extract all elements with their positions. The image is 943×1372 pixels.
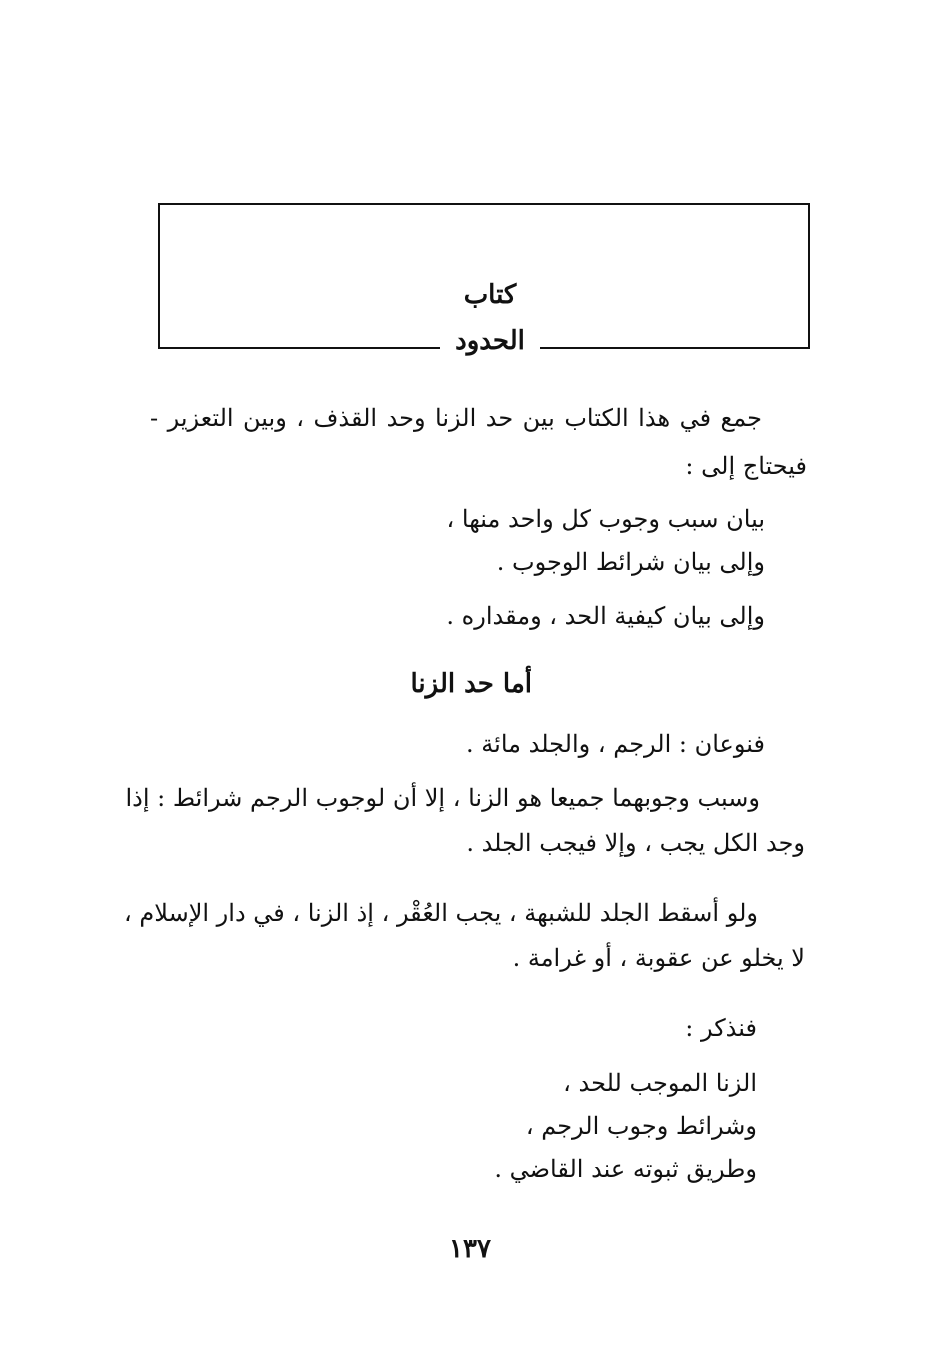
- needs-item-3: وإلى بيان كيفية الحد ، ومقداره .: [446, 602, 765, 630]
- cause-line-1: وسبب وجوبهما جميعا هو الزنا ، إلا أن لوجوب الرجم شرائط : إذا: [125, 784, 760, 812]
- title-frame-rule-right: [524, 347, 810, 349]
- book-title-name: الحدود: [440, 326, 540, 356]
- book-title-word: كتاب: [463, 280, 517, 310]
- needs-item-1: بيان سبب وجوب كل واحد منها ،: [446, 505, 765, 533]
- title-frame-rule-left: [158, 347, 454, 349]
- types-line: فنوعان : الرجم ، والجلد مائة .: [466, 730, 765, 758]
- cause-line-2: وجد الكل يجب ، وإلا فيجب الجلد .: [466, 829, 805, 857]
- shubha-line-1: ولو أسقط الجلد للشبهة ، يجب العُقْر ، إذ الزنا ، في دار الإسلام ،: [124, 899, 758, 927]
- intro-line-2: فيحتاج إلى :: [685, 452, 807, 480]
- shubha-line-2: لا يخلو عن عقوبة ، أو غرامة .: [512, 944, 805, 972]
- mention-item-1: الزنا الموجب للحد ،: [563, 1069, 757, 1097]
- mention-intro: فنذكر :: [685, 1014, 757, 1042]
- mention-item-3: وطريق ثبوته عند القاضي .: [494, 1155, 757, 1183]
- page-number: ١٣٧: [449, 1234, 491, 1264]
- mention-item-2: وشرائط وجوب الرجم ،: [525, 1112, 757, 1140]
- section-heading: أما حد الزنا: [410, 669, 532, 699]
- needs-item-2: وإلى بيان شرائط الوجوب .: [496, 548, 765, 576]
- intro-line-1: جمع في هذا الكتاب بين حد الزنا وحد القذف ، وبين التعزير -: [150, 404, 762, 432]
